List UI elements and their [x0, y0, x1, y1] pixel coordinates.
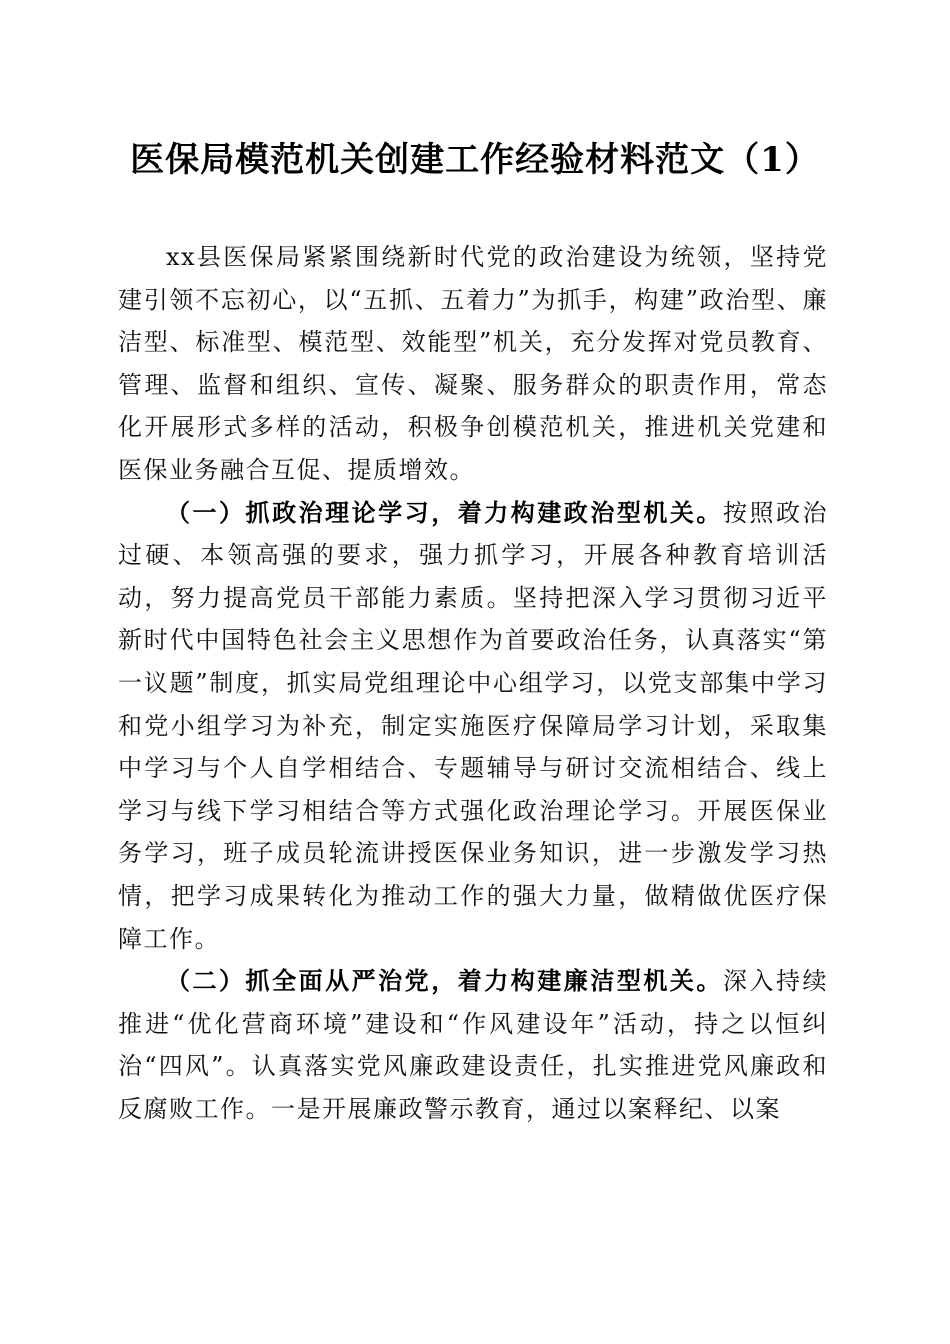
- paragraph-lead: （一）抓政治理论学习，着力构建政治型机关。: [166, 497, 723, 527]
- paragraph-section-2: [118, 960, 828, 1130]
- paragraph-intro: [118, 236, 828, 492]
- document-title: 医保局模范机关创建工作经验材料范文（1）: [130, 140, 820, 180]
- paragraph-lead: （二）抓全面从严治党，着力构建廉洁型机关。: [166, 966, 723, 996]
- document-body: [118, 236, 828, 1130]
- paragraph-section-1: [118, 492, 828, 961]
- paragraph-text: 深入持续推进“优化营商环境”建设和“作风建设年”活动，持之以恒纠治“四风”。认真落实党风廉政建设责任，扎实推进党风廉政和反腐败工作。一是开展廉政警示教育，通过以案释纪、以案: [118, 967, 828, 1123]
- paragraph-text: 按照政治过硬、本领高强的要求，强力抓学习，开展各种教育培训活动，努力提高党员干部能力素质。坚持把深入学习贯彻习近平新时代中国特色社会主义思想作为首要政治任务，认真落实“第一议题”制度，抓实局党组理论中心组学习，以党支部集中学习和党小组学习为补充，制定实施医疗保障局学习计划，采取集中学习与个人自学相结合、专题辅导与研讨交流相结合、线上学习与线下学习相结合等方式强化政治理论学习。开展医保业务学习，班子成员轮流讲授医保业务知识，进一步激发学习热情，把学习成果转化为推动工作的强大力量，做精做优医疗保障工作。: [118, 498, 828, 953]
- paragraph-text: xx县医保局紧紧围绕新时代党的政治建设为统领，坚持党建引领不忘初心，以“五抓、五着力”为抓手，构建”政治型、廉洁型、标准型、模范型、效能型”机关，充分发挥对党员教育、管理、监督和组织、宣传、凝聚、服务群众的职责作用，常态化开展形式多样的活动，积极争创模范机关，推进机关党建和医保业务融合互促、提质增效。: [118, 243, 828, 484]
